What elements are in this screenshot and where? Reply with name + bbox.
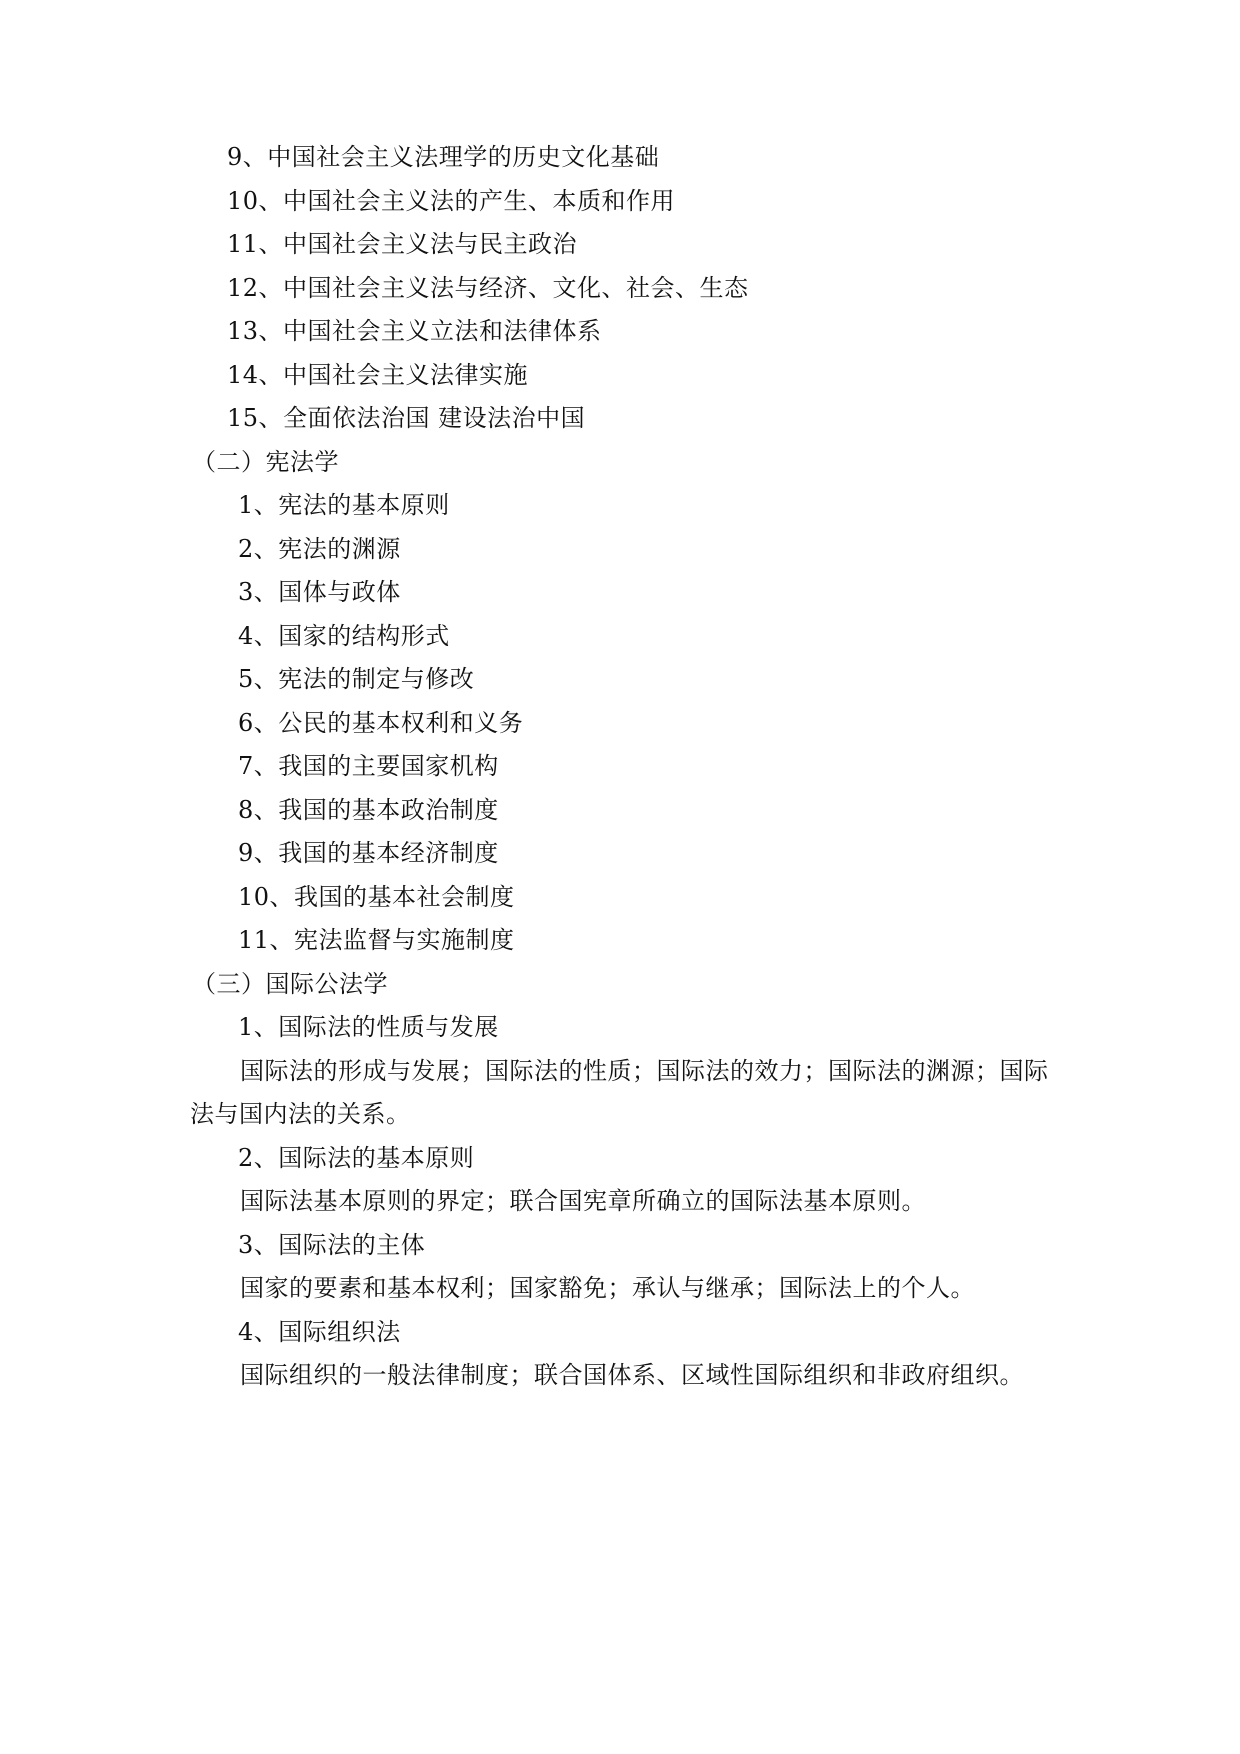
section-heading-constitution: （二）宪法学 bbox=[192, 448, 339, 476]
list-item: 7、我国的主要国家机构 bbox=[238, 752, 499, 780]
topic-description: 国家的要素和基本权利；国家豁免；承认与继承；国际法上的个人。 bbox=[240, 1274, 975, 1302]
list-item: 8、我国的基本政治制度 bbox=[238, 796, 499, 824]
list-item: 3、国体与政体 bbox=[238, 578, 401, 606]
list-item: 12、中国社会主义法与经济、文化、社会、生态 bbox=[227, 274, 749, 302]
topic-description-continued: 法与国内法的关系。 bbox=[190, 1100, 411, 1128]
list-item: 5、宪法的制定与修改 bbox=[238, 665, 475, 693]
list-item: 11、宪法监督与实施制度 bbox=[238, 926, 515, 954]
list-item: 6、公民的基本权利和义务 bbox=[238, 709, 524, 737]
list-item: 1、宪法的基本原则 bbox=[238, 491, 450, 519]
topic-title: 1、国际法的性质与发展 bbox=[238, 1013, 499, 1041]
topic-description: 国际组织的一般法律制度；联合国体系、区域性国际组织和非政府组织。 bbox=[240, 1361, 1024, 1389]
topic-title: 4、国际组织法 bbox=[238, 1318, 401, 1346]
list-item: 10、我国的基本社会制度 bbox=[238, 883, 515, 911]
list-item: 13、中国社会主义立法和法律体系 bbox=[227, 317, 602, 345]
list-item: 9、我国的基本经济制度 bbox=[238, 839, 499, 867]
list-item: 2、宪法的渊源 bbox=[238, 535, 401, 563]
topic-description: 国际法的形成与发展；国际法的性质；国际法的效力；国际法的渊源；国际 bbox=[240, 1057, 1049, 1085]
list-item: 10、中国社会主义法的产生、本质和作用 bbox=[227, 187, 676, 215]
list-item: 15、全面依法治国 建设法治中国 bbox=[227, 404, 586, 432]
section-heading-international-law: （三）国际公法学 bbox=[192, 970, 388, 998]
topic-title: 3、国际法的主体 bbox=[238, 1231, 426, 1259]
topic-description: 国际法基本原则的界定；联合国宪章所确立的国际法基本原则。 bbox=[240, 1187, 926, 1215]
list-item: 11、中国社会主义法与民主政治 bbox=[227, 230, 578, 258]
list-item: 14、中国社会主义法律实施 bbox=[227, 361, 529, 389]
topic-title: 2、国际法的基本原则 bbox=[238, 1144, 475, 1172]
list-item: 9、中国社会主义法理学的历史文化基础 bbox=[227, 143, 660, 171]
list-item: 4、国家的结构形式 bbox=[238, 622, 450, 650]
